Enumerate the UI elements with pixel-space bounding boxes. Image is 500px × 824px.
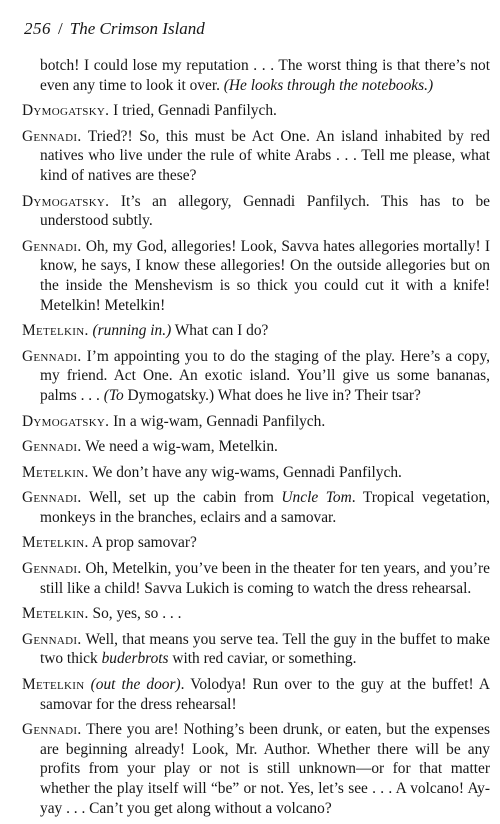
speech-paragraph (22, 675, 490, 714)
speaker-name: Gennadi. (22, 127, 82, 145)
speech-text: Well, set up the cabin from (81, 489, 282, 507)
book-page (22, 18, 490, 824)
speech-paragraph (22, 559, 490, 598)
speech-text: Oh, Metelkin, you’ve been in the theater for ten years, and you’re still like a child! Savva Lukich is coming to watch the dress rehearsal. (40, 560, 490, 597)
speech-text: We don’t have any wig-wams, Gennadi Panfilych. (88, 463, 402, 481)
play-text (22, 56, 490, 818)
speech-text: I’m appointing you to do the staging of the play. Here’s a copy, my friend. Act One. An exotic island. You’ll give us some bananas, palms . . . (40, 347, 490, 404)
speech-text: So, yes, so . . . (88, 605, 182, 623)
continued-speech (22, 56, 490, 95)
speech-text: A prop samovar? (88, 534, 197, 552)
speaker-name: Metelkin. (22, 534, 89, 552)
speech-text: Well, that means you serve tea. Tell the guy in the buffet to make two thick (40, 630, 490, 668)
speech-text: It’s an allegory, Gennadi Panfilych. This has to be understood subtly. (40, 192, 490, 230)
speaker-name: Gennadi. (22, 438, 82, 456)
speaker-name: Dymogatsky. (22, 102, 110, 120)
speech-paragraph (22, 101, 490, 121)
speech-text: I tried, Gennadi Panfilych. (109, 102, 277, 120)
speaker-name: Metelkin. (22, 322, 89, 340)
speech-paragraph (22, 412, 490, 432)
speech-text: . Tropical vegetation, monkeys in the branches, eclairs and a samovar. (40, 489, 490, 526)
speaker-name: Gennadi. (22, 560, 82, 578)
stage-direction: (He looks through the notebooks.) (223, 76, 434, 94)
speech-text: botch! I could lose my reputation . . . The worst thing is that there’s not even any time to look it over. (40, 57, 490, 94)
speaker-name: Gennadi. (22, 237, 82, 255)
speech-paragraph (22, 720, 490, 818)
speech-paragraph (22, 463, 490, 483)
speaker-name: Gennadi. (22, 347, 82, 365)
speech-text: Dymogatsky.) What does he live in? Their tsar? (123, 386, 421, 404)
speaker-name: Gennadi. (22, 721, 82, 739)
speaker-name: Metelkin. (22, 463, 89, 481)
speech-text: with red caviar, or something. (168, 650, 357, 668)
speaker-name: Dymogatsky. (22, 412, 110, 430)
speech-text: What can I do? (171, 322, 269, 340)
stage-direction: (running in.) (92, 322, 172, 340)
speaker-name: Metelkin (22, 676, 85, 694)
speech-paragraph (22, 347, 490, 406)
speech-paragraph (22, 321, 490, 341)
speech-paragraph (22, 237, 490, 315)
speaker-name: Metelkin. (22, 605, 89, 623)
speech-paragraph (22, 437, 490, 457)
header-separator: / (58, 19, 63, 38)
speech-text: We need a wig-wam, Metelkin. (81, 438, 278, 456)
speech-text: Oh, my God, allegories! Look, Savva hates allegories mortally! I know, he says, I know these allegories! On the outside allegories but on the inside the Menshevism is so thick you could cut it with a knife! Metelkin! Metelkin! (40, 237, 490, 314)
speaker-name: Gennadi. (22, 630, 82, 648)
speech-text: Tried?! So, this must be Act One. An island inhabited by red natives who live under the rule of white Arabs . . . Tell me please, what kind of natives are these? (40, 127, 490, 184)
speech-text: In a wig-wam, Gennadi Panfilych. (109, 412, 326, 430)
speech-text: There you are! Nothing’s been drunk, or eaten, but the expenses are beginning already! Look, Mr. Author. Whether there will be any profits from your play or not is still unknown—or for that matter whether the play itself will “be” or not. Yes, let’s see . . . A volcano! Ay-yay . . . Can’t you get along without a volcano? (40, 721, 490, 817)
page-number: 256 (24, 19, 51, 38)
speech-paragraph (22, 630, 490, 669)
stage-direction: buderbrots (101, 650, 169, 668)
book-title: The Crimson Island (69, 19, 205, 38)
speech-paragraph (22, 533, 490, 553)
speech-text: . Volodya! Run over to the guy at the buffet! A samovar for the dress rehearsal! (40, 676, 490, 713)
speech-paragraph (22, 604, 490, 624)
stage-direction: Uncle Tom (281, 489, 352, 507)
speaker-name: Dymogatsky. (22, 192, 110, 210)
running-head (24, 18, 490, 40)
speaker-name: Gennadi. (22, 489, 82, 507)
stage-direction: (To (103, 386, 124, 404)
speech-paragraph (22, 192, 490, 231)
stage-direction: (out the door) (90, 676, 181, 694)
speech-paragraph (22, 127, 490, 186)
speech-paragraph (22, 488, 490, 527)
